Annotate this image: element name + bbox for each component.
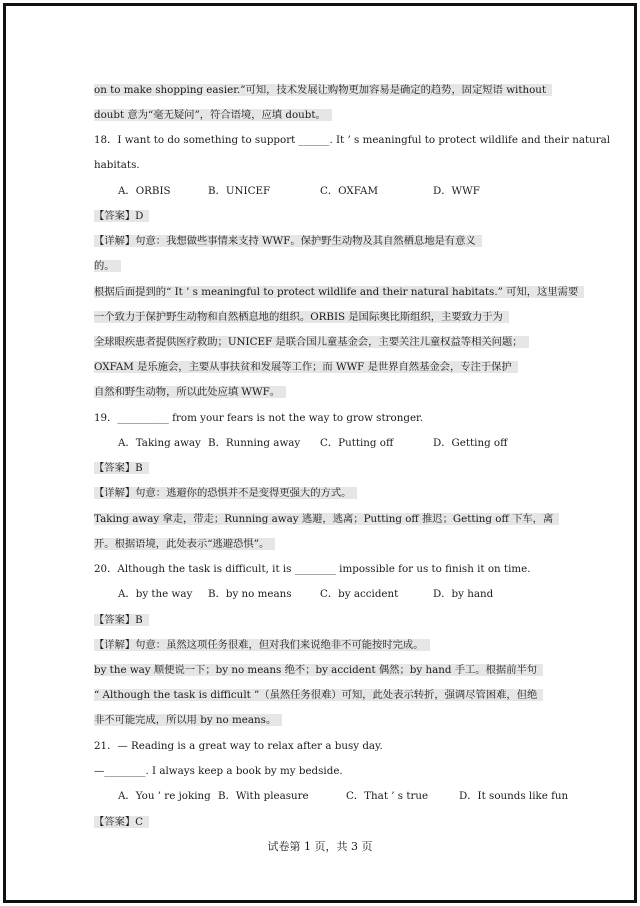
question-18: 18．I want to do something to support ______. It ’ s meaningful to protect wildlife and their natural [94,134,611,146]
text-line: 开。根据语境，此处表示“逃避恐惧”。 [94,534,275,556]
option-a: A．Taking away [118,437,201,449]
option-a: A．by the way [118,588,193,600]
option-c: C．OXFAM [320,185,378,197]
text-line: by the way 顺便说一下；by no means 绝不；by accident 偶然；by hand 手工。根据前半句 [94,660,543,682]
option-a: A．You ’ re joking [118,790,211,802]
answer-20: 【答案】B [94,610,149,632]
explanation-18: 【详解】句意：我想做些事情来支持 WWF。保护野生动物及其自然栖息地是有意义 [94,231,482,253]
text-line: 自然和野生动物，所以此处应填 WWF。 [94,382,286,404]
q19-options [94,433,576,455]
explanation-20: 【详解】句意：虽然这项任务很难，但对我们来说绝非不可能按时完成。 [94,635,430,657]
text-line: on to make shopping easier.”可知，技术发展让购物更加容易是确定的趋势，固定短语 without [94,80,552,102]
text-line: 非不可能完成，所以用 by no means。 [94,710,282,732]
explanation-19: 【详解】句意：逃避你的恐惧并不是变得更强大的方式。 [94,483,357,505]
option-a: A．ORBIS [118,185,171,197]
option-c: C．Putting off [320,437,394,449]
question-21-response: —________. I always keep a book by my bedside. [94,765,343,777]
option-d: D．WWF [433,185,480,197]
option-b: B．Running away [208,437,301,449]
text-line: 全球眼疾患者提供医疗救助；UNICEF 是联合国儿童基金会，主要关注儿童权益等相关问题； [94,332,529,354]
option-c: C．by accident [320,588,399,600]
text-line: 一个致力于保护野生动物和自然栖息地的组织。ORBIS 是国际奥比斯组织，主要致力于为 [94,307,509,329]
question-19: 19．__________ from your fears is not the way to grow stronger. [94,412,424,424]
page-footer: 试卷第 1 页，共 3 页 [267,840,373,853]
option-c: C．That ’ s true [346,790,429,802]
question-21: 21．— Reading is a great way to relax after a busy day. [94,740,383,752]
answer-21: 【答案】C [94,812,149,834]
answer-19: 【答案】B [94,458,149,480]
option-b: B．UNICEF [208,185,271,197]
option-b: B．by no means [208,588,292,600]
text-line: Taking away 拿走，带走；Running away 逃避，逃离；Putting off 推迟；Getting off 下车，离 [94,509,559,531]
q18-options [94,181,576,203]
q21-options [94,786,576,808]
text-line: OXFAM 是乐施会，主要从事扶贫和发展等工作；而 WWF 是世界自然基金会，专注于保护 [94,357,518,379]
option-b: B．With pleasure [218,790,309,802]
q20-options [94,584,576,606]
option-d: D．Getting off [433,437,508,449]
question-18-cont: habitats. [94,159,140,171]
option-d: D．by hand [433,588,494,600]
answer-18: 【答案】D [94,206,149,228]
question-20: 20．Although the task is difficult, it is ________ impossible for us to finish it on time. [94,563,531,575]
text-line: doubt 意为“毫无疑问”，符合语境，应填 doubt。 [94,105,332,127]
option-d: D．It sounds like fun [459,790,569,802]
text-line: 的。 [94,256,121,278]
text-line: “ Although the task is difficult ”（虽然任务很难）可知，此处表示转折，强调尽管困难，但绝 [94,685,543,707]
text-line: 根据后面提到的“ It ’ s meaningful to protect wildlife and their natural habitats.” 可知，这里需要 [94,282,584,304]
